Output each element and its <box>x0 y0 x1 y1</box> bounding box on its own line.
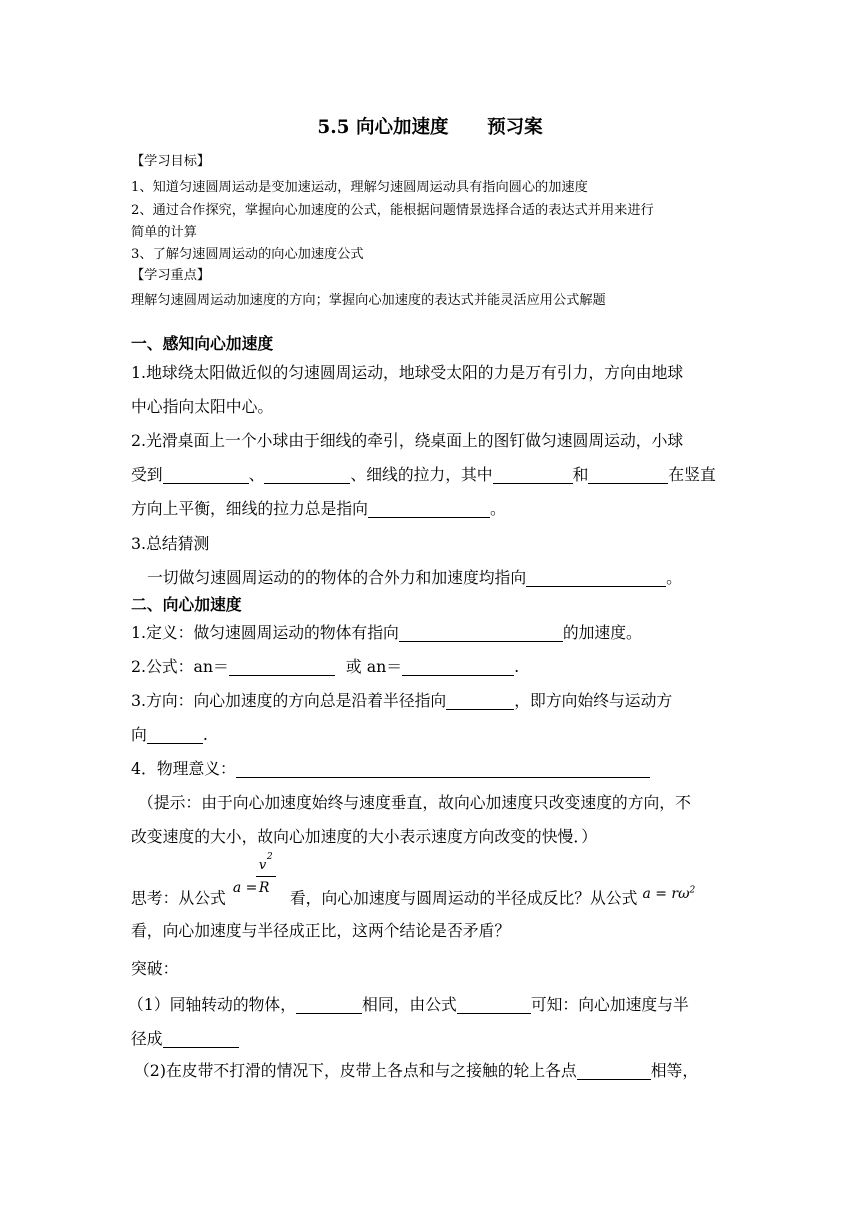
page-title: 5.5 向心加速度 预习案 <box>317 117 543 138</box>
blank-tension-direction <box>368 500 490 518</box>
s2-direction-b: 向 . <box>131 725 208 744</box>
blank-force-2 <box>264 466 350 484</box>
s2-definition: 1.定义：做匀速圆周运动的物体有指向 的加速度。 <box>131 623 642 642</box>
blank-guess <box>526 569 666 587</box>
fraction-bar <box>256 876 276 877</box>
s1-p2b: 受到 、 、细线的拉力，其中 和 在竖直 <box>131 465 716 484</box>
blank-formula-used <box>457 996 531 1014</box>
s2-b1-a: （1）同轴转动的物体， 相同，由公式 可知：向心加速度与半 <box>128 995 689 1014</box>
s2-think-b: 看，向心加速度与半径成正比，这两个结论是否矛盾？ <box>131 921 511 940</box>
blank-force-1 <box>163 466 249 484</box>
blank-definition <box>399 624 563 642</box>
blank-same-quantity <box>296 996 362 1014</box>
s2-formula: 2.公式：an＝ 或 an＝ . <box>131 657 520 676</box>
blank-meaning <box>236 760 650 778</box>
s2-b2: （2)在皮带不打滑的情况下，皮带上各点和与之接触的轮上各点 相等， <box>134 1061 699 1080</box>
section1-heading: 一、感知向心加速度 <box>131 334 274 353</box>
s1-p1a: 1.地球绕太阳做近似的匀速圆周运动，地球受太阳的力是万有引力，方向由地球 <box>131 363 684 382</box>
formula-v2-over-r: a = v 2 R <box>231 884 285 914</box>
s2-meaning: 4．物理意义： <box>131 756 650 779</box>
s1-p1b: 中心指向太阳中心。 <box>131 397 274 416</box>
s1-p3: 3.总结猜测 <box>131 534 210 553</box>
s2-direction-a: 3.方向：向心加速度的方向总是沿着半径指向 ，即方向始终与运动方 <box>131 691 673 710</box>
s1-p2a: 2.光滑桌面上一个小球由于细线的牵引，绕桌面上的图钉做匀速圆周运动，小球 <box>131 431 684 450</box>
blank-balance-2 <box>588 466 668 484</box>
blank-motion-direction <box>147 726 203 744</box>
goal-item-1: 1、知道匀速圆周运动是变加速运动，理解匀速圆周运动具有指向圆心的加速度 <box>131 180 588 195</box>
s2-think-a: 思考：从公式 a = v 2 R 看，向心加速度与圆周运动的半径成反比？从公式 $a = r\omega^2$ <box>131 884 695 914</box>
s2-b1-b: 径成 <box>131 1026 239 1049</box>
blank-direction <box>446 692 514 710</box>
formula-r-omega-squared: $a = r\omega^2$ <box>642 884 696 902</box>
focus-heading: 【学习重点】 <box>131 268 211 283</box>
goal-item-2b: 简单的计算 <box>131 225 197 240</box>
blank-proportion <box>163 1030 239 1048</box>
blank-formula-2 <box>402 658 514 676</box>
blank-balance-1 <box>493 466 573 484</box>
goal-item-2a: 2、通过合作探究，掌握向心加速度的公式，能根据问题情景选择合适的表达式并用来进行 <box>131 203 654 218</box>
s1-p2c: 方向上平衡，细线的拉力总是指向 。 <box>131 499 506 518</box>
blank-equal-quantity <box>577 1062 651 1080</box>
focus-text: 理解匀速圆周运动加速度的方向；掌握向心加速度的表达式并能灵活应用公式解题 <box>131 293 606 308</box>
s2-hint-a: （提示：由于向心加速度始终与速度垂直，故向心加速度只改变速度的方向，不 <box>138 793 691 812</box>
s1-p3b: 一切做匀速圆周运动的的物体的合外力和加速度均指向 。 <box>147 568 682 587</box>
s2-hint-b: 改变速度的大小，故向心加速度的大小表示速度方向改变的快慢．） <box>131 827 598 846</box>
blank-formula-1 <box>229 658 335 676</box>
goal-item-3: 3、了解匀速圆周运动的向心加速度公式 <box>131 247 364 262</box>
goals-heading: 【学习目标】 <box>131 154 211 169</box>
section2-heading: 二、向心加速度 <box>131 595 242 614</box>
s2-breakthrough: 突破： <box>131 959 179 978</box>
